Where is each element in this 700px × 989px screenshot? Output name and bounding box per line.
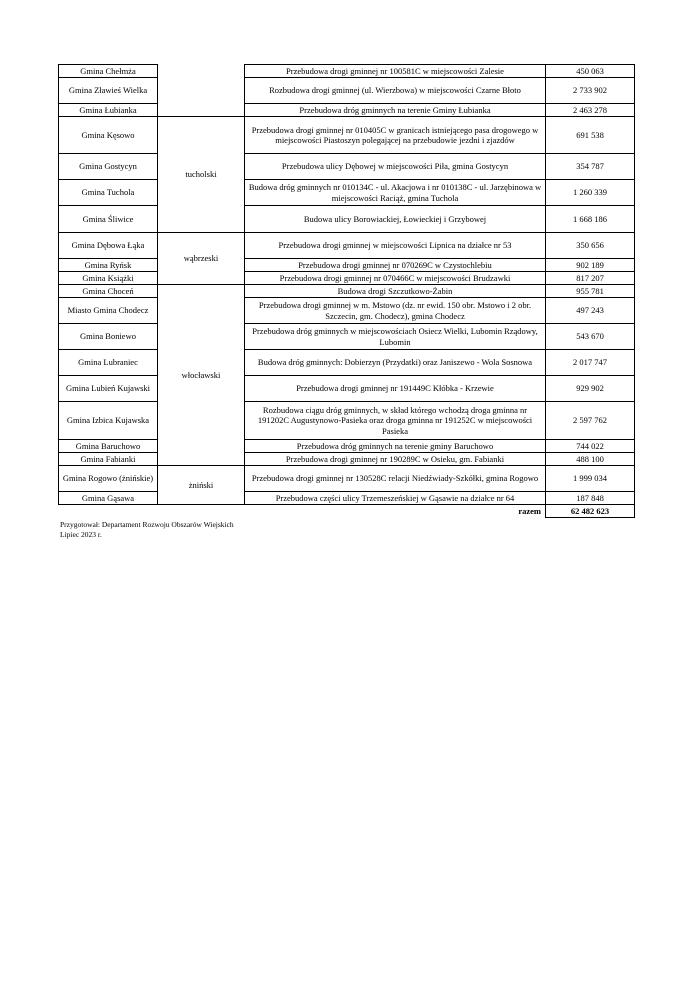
table-row bbox=[59, 453, 635, 466]
amount-cell: 744 022 bbox=[546, 440, 635, 453]
description-cell: Przebudowa ulicy Dębowej w miejscowości Piła, gmina Gostycyn bbox=[245, 154, 546, 180]
prepared-by-note: Przygotował: Departament Rozwoju Obszarów Wiejskich bbox=[60, 520, 234, 529]
description-cell: Rozbudowa ciągu dróg gminnych, w skład którego wchodzą droga gminna nr 191202C Augustynowo-Pasieka oraz droga gminna nr 191252C w miejscowości Pasieka bbox=[245, 402, 546, 440]
gmina-cell: Gmina Dębowa Łąka bbox=[59, 233, 158, 259]
total-value: 62 482 623 bbox=[546, 505, 635, 518]
description-cell: Przebudowa części ulicy Trzemeszeńskiej w Gąsawie na działce nr 64 bbox=[245, 492, 546, 505]
powiat-cell: wąbrzeski bbox=[158, 233, 245, 285]
gmina-cell: Gmina Łubianka bbox=[59, 104, 158, 117]
table-row bbox=[59, 117, 635, 154]
gmina-cell: Gmina Śliwice bbox=[59, 206, 158, 233]
gmina-cell: Gmina Boniewo bbox=[59, 324, 158, 350]
table-row bbox=[59, 233, 635, 259]
powiat-empty-cell bbox=[158, 78, 245, 104]
description-cell: Przebudowa drogi gminnej nr 070269C w Czystochlebiu bbox=[245, 259, 546, 272]
amount-cell: 450 063 bbox=[546, 65, 635, 78]
investments-table bbox=[58, 64, 635, 518]
table-row bbox=[59, 376, 635, 402]
gmina-cell: Gmina Chełmża bbox=[59, 65, 158, 78]
total-blank-cell bbox=[59, 505, 158, 518]
table-row bbox=[59, 285, 635, 298]
table-row bbox=[59, 324, 635, 350]
gmina-cell: Gmina Lubraniec bbox=[59, 350, 158, 376]
amount-cell: 929 902 bbox=[546, 376, 635, 402]
table-row bbox=[59, 206, 635, 233]
table-row bbox=[59, 272, 635, 285]
gmina-cell: Gmina Choceń bbox=[59, 285, 158, 298]
description-cell: Budowa dróg gminnych nr 010134C - ul. Akacjowa i nr 010138C - ul. Jarzębinowa w miejscowości Raciąż, gmina Tuchola bbox=[245, 180, 546, 206]
description-cell: Przebudowa drogi gminnej nr 190289C w Osieku, gm. Fabianki bbox=[245, 453, 546, 466]
description-cell: Przebudowa dróg gminnych w miejscowościach Osiecz Wielki, Lubomin Rządowy, Lubomin bbox=[245, 324, 546, 350]
description-cell: Budowa drogi Szczutkowo-Żabin bbox=[245, 285, 546, 298]
description-cell: Przebudowa dróg gminnych na terenie gminy Baruchowo bbox=[245, 440, 546, 453]
table-row bbox=[59, 440, 635, 453]
date-note: Lipiec 2023 r. bbox=[60, 530, 102, 539]
powiat-empty-cell bbox=[158, 104, 245, 117]
table-row bbox=[59, 466, 635, 492]
powiat-empty-cell bbox=[158, 65, 245, 78]
description-cell: Przebudowa drogi gminnej w miejscowości Lipnica na działce nr 53 bbox=[245, 233, 546, 259]
description-cell: Przebudowa drogi gminnej nr 010405C w granicach istniejącego pasa drogowego w miejscowości Piastoszyn polegającej na przebudowie jezdni i zjazdów bbox=[245, 117, 546, 154]
total-row bbox=[59, 505, 635, 518]
gmina-cell: Gmina Fabianki bbox=[59, 453, 158, 466]
amount-cell: 817 207 bbox=[546, 272, 635, 285]
amount-cell: 354 787 bbox=[546, 154, 635, 180]
amount-cell: 2 597 762 bbox=[546, 402, 635, 440]
table-row bbox=[59, 65, 635, 78]
powiat-cell: żniński bbox=[158, 466, 245, 505]
description-cell: Budowa dróg gminnych: Dobierzyn (Przydatki) oraz Janiszewo - Wola Sosnowa bbox=[245, 350, 546, 376]
description-cell: Przebudowa drogi gminnej nr 100581C w miejscowości Zalesie bbox=[245, 65, 546, 78]
table-row bbox=[59, 78, 635, 104]
description-cell: Budowa ulicy Borowiackiej, Łowieckiej i Grzybowej bbox=[245, 206, 546, 233]
table-row bbox=[59, 154, 635, 180]
total-blank-cell bbox=[158, 505, 245, 518]
amount-cell: 1 260 339 bbox=[546, 180, 635, 206]
amount-cell: 955 781 bbox=[546, 285, 635, 298]
table-row bbox=[59, 180, 635, 206]
amount-cell: 2 463 278 bbox=[546, 104, 635, 117]
description-cell: Przebudowa dróg gminnych na terenie Gminy Łubianka bbox=[245, 104, 546, 117]
amount-cell: 350 656 bbox=[546, 233, 635, 259]
amount-cell: 497 243 bbox=[546, 298, 635, 324]
gmina-cell: Gmina Rogowo (żnińskie) bbox=[59, 466, 158, 492]
amount-cell: 902 189 bbox=[546, 259, 635, 272]
amount-cell: 1 999 034 bbox=[546, 466, 635, 492]
gmina-cell: Miasto Gmina Chodecz bbox=[59, 298, 158, 324]
table-row bbox=[59, 104, 635, 117]
gmina-cell: Gmina Gostycyn bbox=[59, 154, 158, 180]
table-row bbox=[59, 298, 635, 324]
gmina-cell: Gmina Zławieś Wielka bbox=[59, 78, 158, 104]
gmina-cell: Gmina Izbica Kujawska bbox=[59, 402, 158, 440]
amount-cell: 1 668 186 bbox=[546, 206, 635, 233]
gmina-cell: Gmina Książki bbox=[59, 272, 158, 285]
description-cell: Przebudowa drogi gminnej nr 130528C relacji Niedźwiady-Szkółki, gmina Rogowo bbox=[245, 466, 546, 492]
amount-cell: 488 100 bbox=[546, 453, 635, 466]
amount-cell: 543 670 bbox=[546, 324, 635, 350]
description-cell: Przebudowa drogi gminnej nr 070466C w miejscowości Brudzawki bbox=[245, 272, 546, 285]
amount-cell: 2 017 747 bbox=[546, 350, 635, 376]
amount-cell: 2 733 902 bbox=[546, 78, 635, 104]
table-row bbox=[59, 259, 635, 272]
gmina-cell: Gmina Kęsowo bbox=[59, 117, 158, 154]
gmina-cell: Gmina Gąsawa bbox=[59, 492, 158, 505]
gmina-cell: Gmina Ryńsk bbox=[59, 259, 158, 272]
amount-cell: 691 538 bbox=[546, 117, 635, 154]
description-cell: Przebudowa drogi gminnej w m. Mstowo (dz. nr ewid. 150 obr. Mstowo i 2 obr. Szczecin, gm. Chodecz), gmina Chodecz bbox=[245, 298, 546, 324]
description-cell: Przebudowa drogi gminnej nr 191449C Kłóbka - Krzewie bbox=[245, 376, 546, 402]
table-row bbox=[59, 350, 635, 376]
gmina-cell: Gmina Lubień Kujawski bbox=[59, 376, 158, 402]
amount-cell: 187 848 bbox=[546, 492, 635, 505]
description-cell: Rozbudowa drogi gminnej (ul. Wierzbowa) w miejscowości Czarne Błoto bbox=[245, 78, 546, 104]
gmina-cell: Gmina Baruchowo bbox=[59, 440, 158, 453]
table-row bbox=[59, 402, 635, 440]
gmina-cell: Gmina Tuchola bbox=[59, 180, 158, 206]
table-row bbox=[59, 492, 635, 505]
total-label: razem bbox=[518, 506, 541, 516]
powiat-cell: tucholski bbox=[158, 117, 245, 233]
powiat-cell: włocławski bbox=[158, 285, 245, 466]
